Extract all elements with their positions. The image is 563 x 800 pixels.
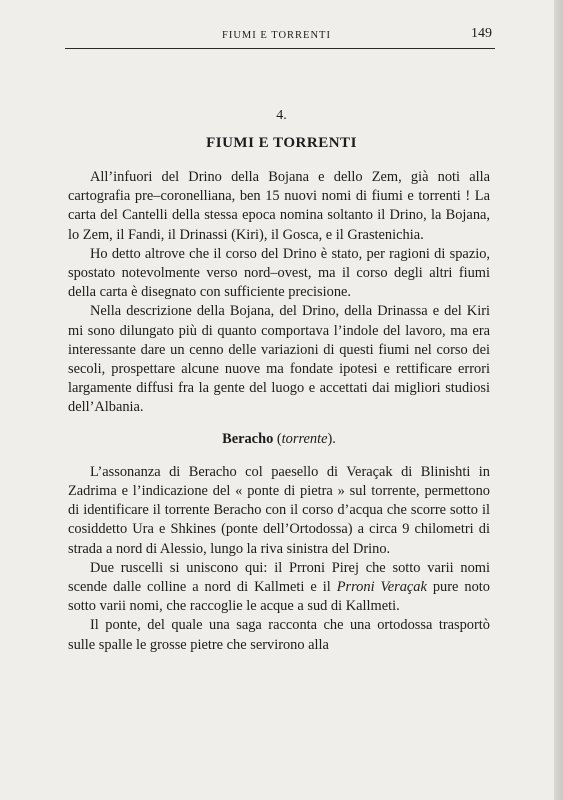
subsection-heading [68,430,490,449]
header-rule [65,48,495,49]
section-title: FIUMI E TORRENTI [206,135,357,151]
subsection-open: ( [273,430,282,447]
rivers-before: Due ruscelli si uniscono qui: il Prroni Pirej che sotto varii nomi scende dalle colline a nord di Kallmeti e il [68,559,490,596]
running-title: FIUMI E TORRENTI [222,30,331,41]
paragraph-beracho-2 [68,559,490,617]
page-number: 149 [471,26,492,41]
paragraph-beracho-1: L’assonanza di Beracho col paesello di Veraçak di Blinishti in Zadrima e l’indicazione del « ponte di pietra » sul torrente, permettono di identificare il torrente Beracho con il corso d’acqua che scorre sotto il cosiddetto Ura e Shkines (ponte dell’Ortodossa) a circa 9 chilometri di strada a nord di Alessio, lungo la riva sinistra del Drino. [68,463,490,557]
paragraph-beracho-3: Il ponte, del quale una saga racconta che una ortodossa trasportò sulle spalle le grosse pietre che servirono alla [68,617,490,653]
subsection-note: torrente [281,430,328,447]
body-text [68,168,490,655]
paragraph-intro-1: All’infuori del Drino della Bojana e dello Zem, già noti alla cartografia pre–coronelliana, ben 15 nuovi nomi di fiumi e torrenti ! La carta del Cantelli della stessa epoca nomina soltanto il Drino, la Bojana, lo Zem, il Fandi, il Drinassi (Kiri), il Gosca, e il Grastenichia. [68,169,490,243]
subsection-name: Beracho [222,430,274,447]
paragraph-intro-3: Nella descrizione della Bojana, del Drino, della Drinassa e del Kiri mi sono dilungato più di quanto comportava l’indole del lavoro, ma era interessante dare un cenno delle variazioni di questi fiumi nel corso dei secoli, prospettare alcune nuove ma fondate ipotesi e rettificare errori largamente diffusi fra la gente del luogo e accettati dai migliori studiosi dell’Albania. [68,303,490,416]
paragraph-intro-2: Ho detto altrove che il corso del Drino è stato, per ragioni di spazio, spostato notevolmente verso nord–ovest, ma il corso degli altri fiumi della carta è disegnato con sufficiente precisione. [68,245,490,301]
rivers-after: pure noto sotto varii nomi, che raccoglie le acque a sud di Kallmeti. [68,579,490,615]
section-number: 4. [276,108,287,123]
subsection-close: ). [327,430,336,447]
rivers-italic: Prroni Veraçak [336,579,427,596]
